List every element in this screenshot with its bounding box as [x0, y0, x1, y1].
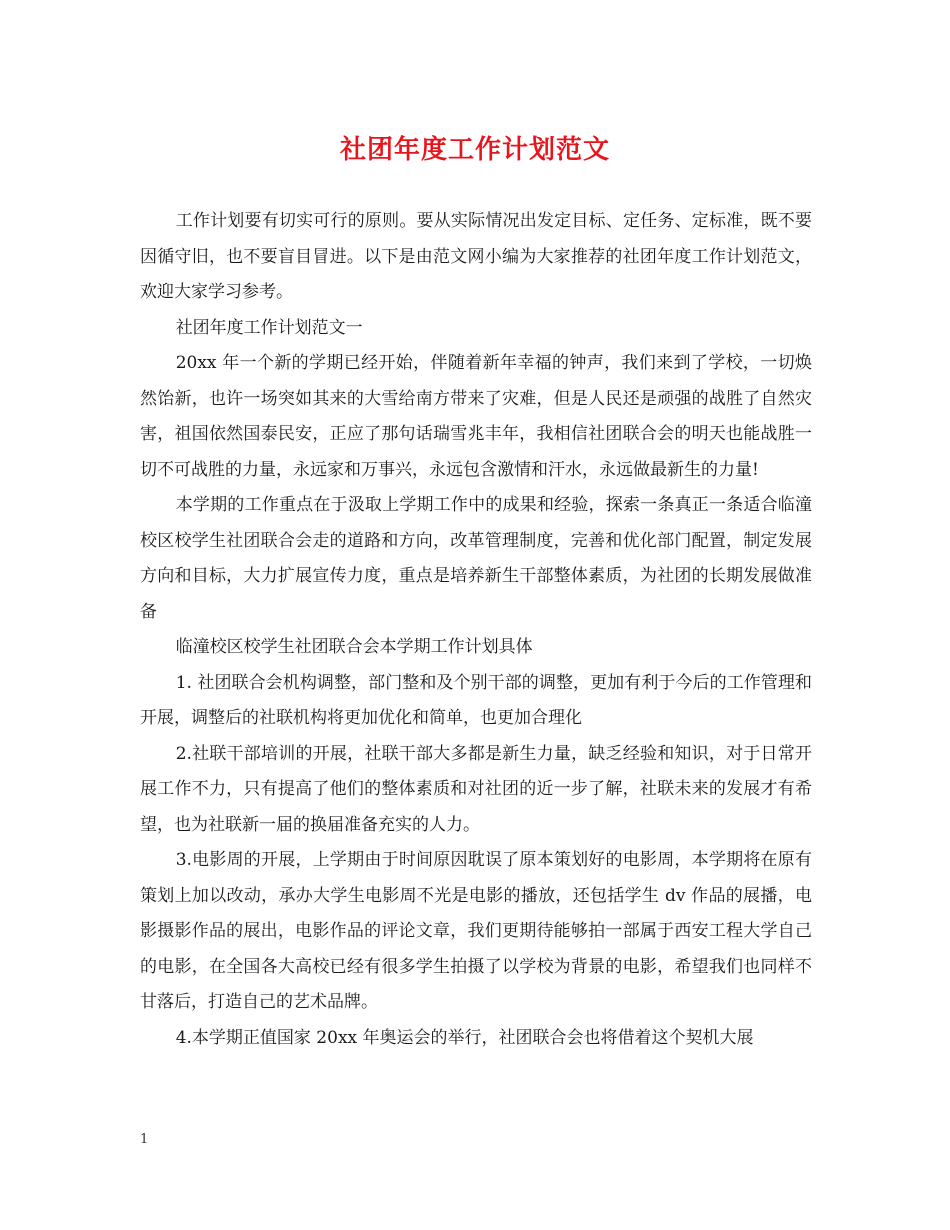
document-title: 社团年度工作计划范文: [339, 135, 610, 165]
paragraph-intro: 工作计划要有切实可行的原则。要从实际情况出发定目标、定任务、定标准，既不要因循守旧，也不要盲目冒进。以下是由范文网小编为大家推荐的社团年度工作计划范文，欢迎大家学习参考。: [140, 211, 812, 302]
paragraph-item-2: 2.社联干部培训的开展，社联干部大多都是新生力量，缺乏经验和知识，对于日常开展工作不力，只有提高了他们的整体素质和对社团的近一步了解，社联未来的发展才有希望，也为社联新一届的换届准备充实的人力。: [140, 743, 812, 835]
document-body: [140, 204, 812, 1056]
paragraph-new-semester: 20xx 年一个新的学期已经开始，伴随着新年幸福的钟声，我们来到了学校，一切焕然饴新，也许一场突如其来的大雪给南方带来了灾难，但是人民还是顽强的战胜了自然灾害，祖国依然国泰民安，正应了那句话瑞雪兆丰年，我相信社团联合会的明天也能战胜一切不可战胜的力量，永远家和万事兴，永远包含激情和汗水，永远做最新生的力量!: [140, 353, 812, 480]
paragraph-item-4: 4.本学期正值国家 20xx 年奥运会的举行，社团联合会也将借着这个契机大展: [175, 1027, 754, 1048]
page-number: 1: [140, 1132, 149, 1147]
paragraph-item-3: 3.电影周的开展，上学期由于时间原因耽误了原本策划好的电影周，本学期将在原有策划上加以改动，承办大学生电影周不光是电影的播放，还包括学生 dv 作品的展播，电影摄影作品的展出，电影作品的评论文章，我们更期待能够拍一部属于西安工程大学自己的电影，在全国各大高校已经有很多学生拍摄了以学校为背景的电影，希望我们也同样不甘落后，打造自己的艺术品牌。: [140, 850, 812, 1012]
paragraph-item-1: 1. 社团联合会机构调整，部门整和及个别干部的调整，更加有利于今后的工作管理和开展，调整后的社联机构将更加优化和简单，也更加合理化: [140, 672, 812, 728]
paragraph-plan-heading: 临潼校区校学生社团联合会本学期工作计划具体: [175, 637, 533, 657]
paragraph-work-focus: 本学期的工作重点在于汲取上学期工作中的成果和经验，探索一条真正一条适合临潼校区校学生社团联合会走的道路和方向，改革管理制度，完善和优化部门配置，制定发展方向和目标，大力扩展宣传力度，重点是培养新生干部整体素质，为社团的长期发展做准备: [140, 495, 812, 622]
paragraph-heading-sample-one: 社团年度工作计划范文一: [175, 317, 363, 338]
